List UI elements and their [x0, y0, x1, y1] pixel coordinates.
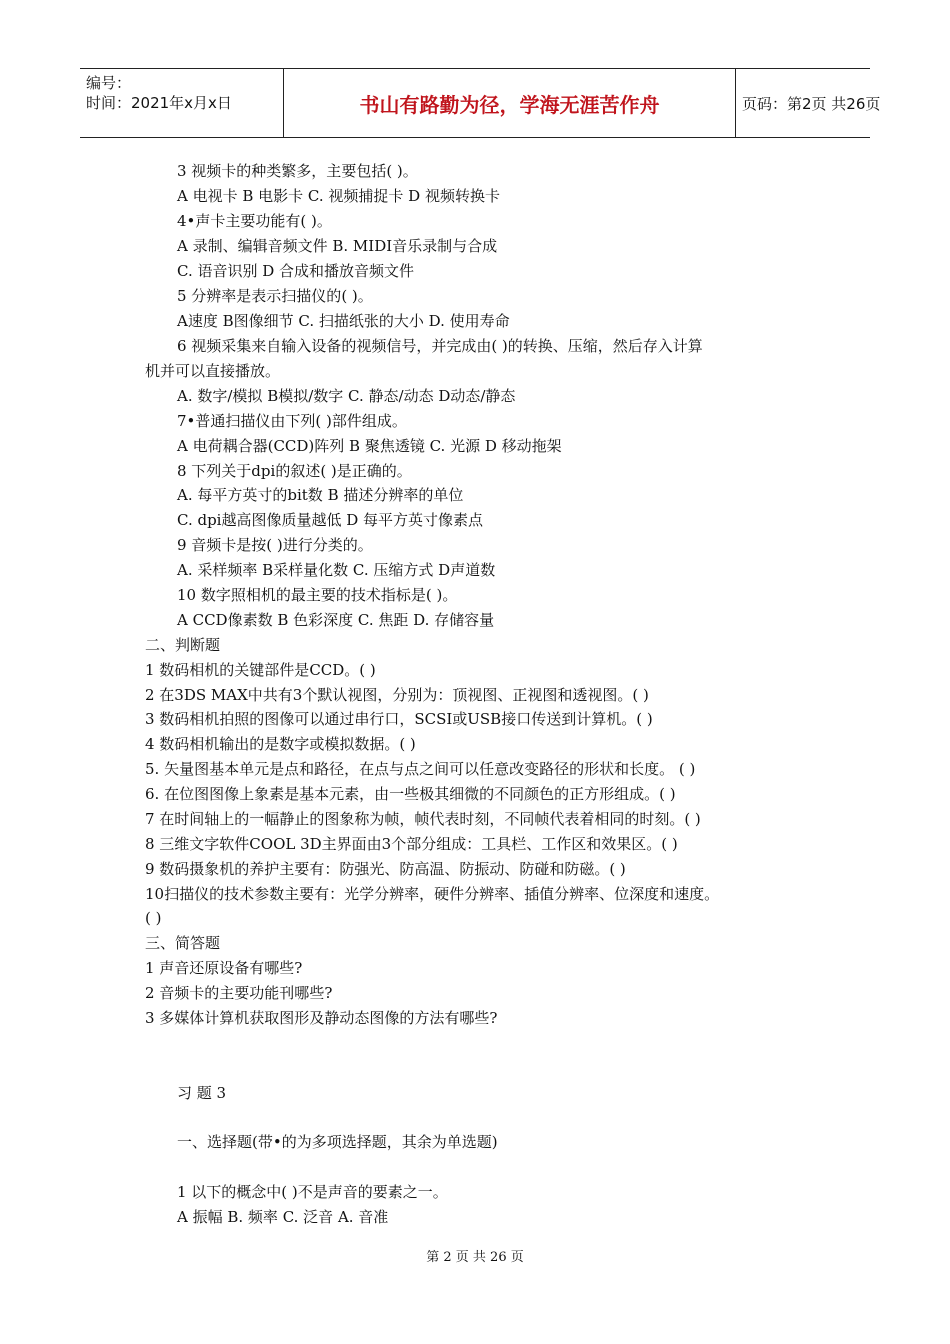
- code-label: 编号：: [86, 74, 132, 92]
- page-label: 页码：第2页 共26页: [742, 95, 881, 113]
- text-line: A 电荷耦合器(CCD)阵列 B 聚焦透镜 C. 光源 D 移动拖架: [177, 437, 562, 455]
- text-line: 6 视频采集来自输入设备的视频信号，并完成由( )的转换、压缩，然后存入计算: [177, 337, 703, 355]
- motto: 书山有路勤为径，学海无涯苦作舟: [359, 93, 660, 117]
- text-line: A. 采样频率 B采样量化数 C. 压缩方式 D声道数: [177, 561, 496, 579]
- text-line: 1 声音还原设备有哪些?: [145, 959, 303, 977]
- text-line: 2 在3DS MAX中共有3个默认视图，分别为：顶视图、正视图和透视图。( ): [145, 686, 649, 704]
- text-line: ( ): [145, 909, 162, 927]
- text-line: 3 视频卡的种类繁多，主要包括( )。: [177, 162, 418, 180]
- text-line: C. dpi越高图像质量越低 D 每平方英寸像素点: [177, 511, 484, 529]
- text-line: A 录制、编辑音频文件 B. MIDI音乐录制与合成: [177, 237, 498, 255]
- text-line: A 电视卡 B 电影卡 C. 视频捕捉卡 D 视频转换卡: [177, 187, 500, 205]
- header-info-cell: [80, 69, 284, 137]
- text-line: 5 分辨率是表示扫描仪的( )。: [177, 287, 373, 305]
- text-line: 3 数码相机拍照的图像可以通过串行口，SCSI或USB接口传送到计算机。( ): [145, 710, 653, 728]
- text-line: 机并可以直接播放。: [145, 362, 281, 380]
- section-heading: 二、判断题: [145, 636, 221, 654]
- text-line: 8 下列关于dpi的叙述( )是正确的。: [177, 462, 412, 480]
- header-motto-cell: [284, 69, 736, 137]
- text-line: A CCD像素数 B 色彩深度 C. 焦距 D. 存储容量: [177, 611, 495, 629]
- section-heading: 一、选择题(带•的为多项选择题，其余为单选题): [177, 1133, 498, 1151]
- text-line: 9 音频卡是按( )进行分类的。: [177, 536, 373, 554]
- text-line: A速度 B图像细节 C. 扫描纸张的大小 D. 使用寿命: [177, 312, 510, 330]
- text-line: 4 数码相机输出的是数字或模拟数据。( ): [145, 735, 416, 753]
- page-header: [80, 68, 881, 138]
- text-line: 10 数字照相机的最主要的技术指标是( )。: [177, 586, 458, 604]
- text-line: 7 在时间轴上的一幅静止的图象称为帧，帧代表时刻，不同帧代表着相同的时刻。( ): [145, 810, 701, 828]
- section-heading: 三、简答题: [145, 934, 221, 952]
- text-line: A. 每平方英寸的bit数 B 描述分辨率的单位: [177, 486, 464, 504]
- page-footer: 第 2 页 共 26 页: [426, 1250, 524, 1265]
- text-line: 1 数码相机的关键部件是CCD。( ): [145, 661, 376, 679]
- text-line: 1 以下的概念中( )不是声音的要素之一。: [177, 1183, 448, 1201]
- text-line: 6. 在位图图像上象素是基本元素，由一些极其细微的不同颜色的正方形组成。( ): [145, 785, 676, 803]
- exercise-title: 习 题 3: [177, 1084, 227, 1102]
- text-line: 9 数码摄象机的养护主要有：防强光、防高温、防振动、防碰和防磁。( ): [145, 860, 626, 878]
- text-line: 3 多媒体计算机获取图形及静动态图像的方法有哪些?: [145, 1009, 498, 1027]
- header-page-cell: [736, 69, 881, 137]
- text-line: 8 三维文字软件COOL 3D主界面由3个部分组成：工具栏、工作区和效果区。( ): [145, 835, 678, 853]
- text-line: A 振幅 B. 频率 C. 泛音 A. 音准: [177, 1208, 389, 1226]
- text-line: A. 数字/模拟 B模拟/数字 C. 静态/动态 D动态/静态: [177, 387, 516, 405]
- text-line: C. 语音识别 D 合成和播放音频文件: [177, 262, 415, 280]
- date-label: 时间：2021年x月x日: [86, 94, 232, 112]
- text-line: 5. 矢量图基本单元是点和路径，在点与点之间可以任意改变路径的形状和长度。 ( ): [145, 760, 696, 778]
- text-line: 7•普通扫描仪由下列( )部件组成。: [177, 412, 407, 430]
- text-line: 10扫描仪的技术参数主要有：光学分辨率，硬件分辨率、插值分辨率、位深度和速度。: [145, 885, 720, 903]
- text-line: 2 音频卡的主要功能刊哪些?: [145, 984, 333, 1002]
- text-line: 4•声卡主要功能有( )。: [177, 212, 332, 230]
